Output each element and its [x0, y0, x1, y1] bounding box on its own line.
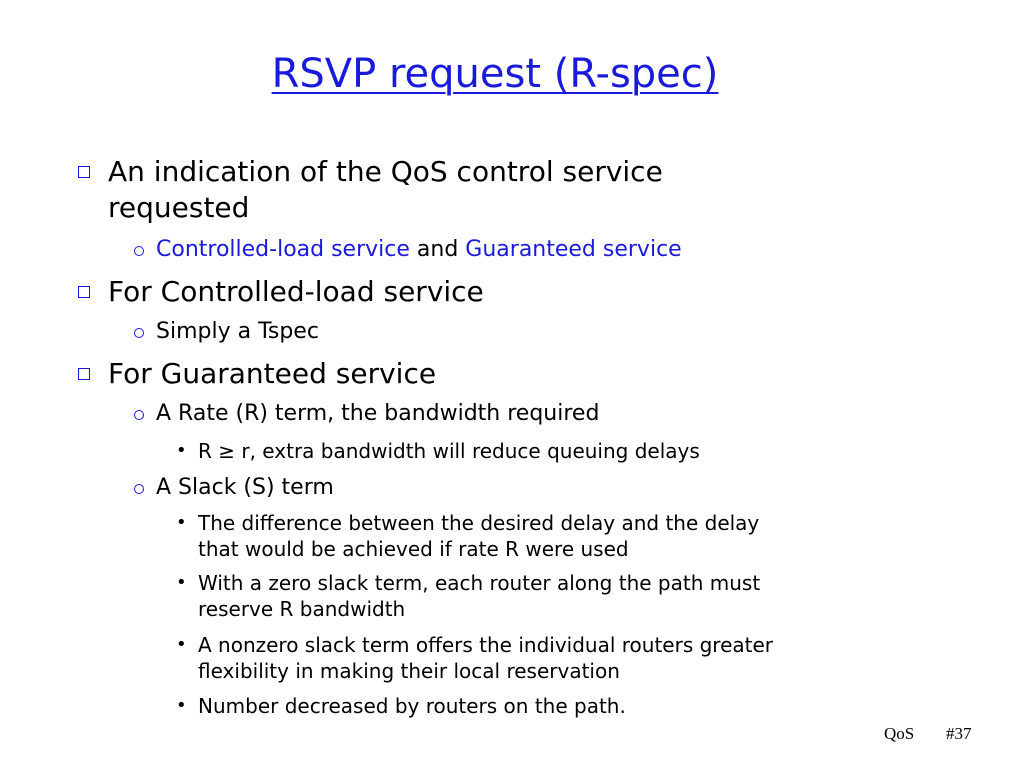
sub-bullet-slack-term — [134, 474, 334, 502]
point-text-continued: reserve R bandwidth — [198, 597, 406, 621]
circle-bullet-icon — [134, 328, 144, 338]
and-connector: and — [409, 237, 466, 262]
footer-section-label: QoS — [884, 724, 915, 743]
sub-bullet-text: Simply a Tspec — [156, 319, 319, 344]
sub-bullet-text: A Slack (S) term — [156, 475, 334, 500]
point-zero-slack — [176, 570, 760, 622]
square-bullet-icon — [78, 368, 90, 380]
sub-bullet-tspec — [134, 318, 319, 346]
point-text: The difference between the desired delay and the delay — [198, 511, 760, 535]
sub-bullet-rate-term — [134, 400, 599, 428]
square-bullet-icon — [78, 286, 90, 298]
guaranteed-label: Guaranteed service — [465, 237, 682, 262]
point-text: Number decreased by routers on the path. — [198, 694, 626, 718]
dot-bullet-icon: • — [176, 695, 187, 716]
circle-bullet-icon — [134, 246, 144, 256]
sub-bullet-service-types — [134, 236, 682, 264]
bullet-qos-indication — [78, 154, 663, 226]
point-text-continued: that would be achieved if rate R were used — [198, 537, 629, 561]
point-extra-bandwidth — [176, 438, 700, 464]
point-delay-difference — [176, 510, 759, 562]
slide-number: #37 — [946, 724, 972, 743]
slide-title: RSVP request (R-spec) — [271, 51, 719, 97]
dot-bullet-icon: • — [176, 512, 187, 533]
bullet-text-continued: requested — [108, 191, 250, 224]
dot-bullet-icon: • — [176, 440, 187, 461]
square-bullet-icon — [78, 166, 90, 178]
bullet-text: An indication of the QoS control service — [108, 155, 663, 188]
bullet-text: For Guaranteed service — [108, 357, 437, 390]
bullet-controlled-load — [78, 274, 484, 310]
point-nonzero-slack — [176, 632, 773, 684]
bullet-text: For Controlled-load service — [108, 275, 484, 308]
dot-bullet-icon: • — [176, 572, 187, 593]
point-number-decreased — [176, 693, 626, 719]
sub-bullet-text: A Rate (R) term, the bandwidth required — [156, 401, 600, 426]
point-text-continued: flexibility in making their local reservation — [198, 659, 620, 683]
bullet-guaranteed — [78, 356, 436, 392]
dot-bullet-icon: • — [176, 634, 187, 655]
controlled-load-label: Controlled-load service — [156, 237, 410, 262]
point-text: R ≥ r, extra bandwidth will reduce queuing delays — [198, 439, 700, 463]
point-text: With a zero slack term, each router along the path must — [198, 571, 761, 595]
point-text: A nonzero slack term offers the individual routers greater — [198, 633, 773, 657]
circle-bullet-icon — [134, 410, 144, 420]
circle-bullet-icon — [134, 484, 144, 494]
